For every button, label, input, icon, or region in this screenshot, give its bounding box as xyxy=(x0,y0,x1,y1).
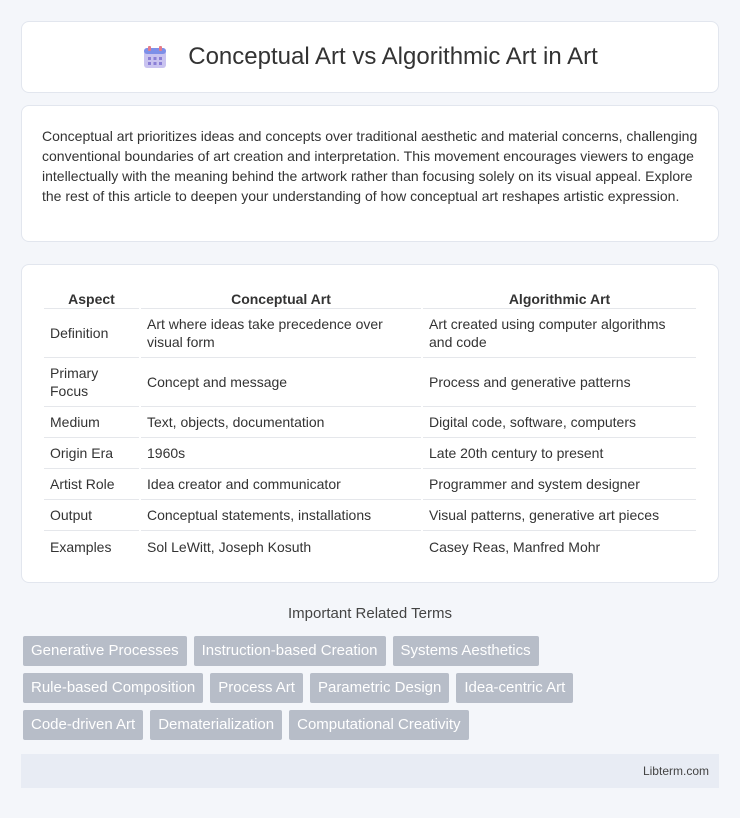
comparison-table xyxy=(42,285,698,562)
table-row xyxy=(44,469,696,500)
cell-aspect: Artist Role xyxy=(44,469,139,500)
tag-rule-based-composition[interactable]: Rule-based Composition xyxy=(23,673,203,703)
table-header-row xyxy=(44,285,696,309)
cell-algorithmic: Art created using computer algorithms and code xyxy=(423,309,696,358)
header-algorithmic-art: Algorithmic Art xyxy=(423,285,696,309)
comparison-card xyxy=(21,264,719,583)
cell-aspect: Output xyxy=(44,500,139,531)
table-row xyxy=(44,407,696,438)
page-title: Conceptual Art vs Algorithmic Art in Art xyxy=(188,43,598,70)
tag-row xyxy=(23,636,723,666)
tag-generative-processes[interactable]: Generative Processes xyxy=(23,636,187,666)
title-card xyxy=(21,21,719,93)
tag-computational-creativity[interactable]: Computational Creativity xyxy=(289,710,468,740)
cell-algorithmic: Casey Reas, Manfred Mohr xyxy=(429,538,601,555)
related-terms-title: Important Related Terms xyxy=(288,605,452,622)
tag-row xyxy=(23,710,723,740)
cell-algorithmic: Programmer and system designer xyxy=(423,469,696,500)
header-aspect: Aspect xyxy=(44,285,139,309)
table-row xyxy=(44,309,696,358)
cell-conceptual: Conceptual statements, installations xyxy=(141,500,421,531)
cell-conceptual: Sol LeWitt, Joseph Kosuth xyxy=(147,538,312,555)
cell-aspect: Medium xyxy=(44,407,139,438)
cell-aspect: Primary Focus xyxy=(44,358,139,407)
cell-conceptual: 1960s xyxy=(141,438,421,469)
cell-conceptual: Concept and message xyxy=(141,358,421,407)
cell-aspect: Origin Era xyxy=(44,438,139,469)
related-terms-tags xyxy=(23,636,723,747)
tag-systems-aesthetics[interactable]: Systems Aesthetics xyxy=(393,636,539,666)
table-row xyxy=(44,438,696,469)
cell-conceptual: Text, objects, documentation xyxy=(141,407,421,438)
calendar-icon xyxy=(142,44,168,70)
cell-algorithmic: Late 20th century to present xyxy=(423,438,696,469)
tag-instruction-based-creation[interactable]: Instruction-based Creation xyxy=(194,636,386,666)
footer-site-link[interactable]: Libterm.com xyxy=(642,764,709,778)
cell-algorithmic: Process and generative patterns xyxy=(423,358,696,407)
cell-algorithmic: Digital code, software, computers xyxy=(423,407,696,438)
cell-conceptual: Art where ideas take precedence over visual form xyxy=(141,309,421,358)
tag-process-art[interactable]: Process Art xyxy=(210,673,303,703)
intro-paragraph: Conceptual art prioritizes ideas and concepts over traditional aesthetic and material concerns, challenging conventional boundaries of art creation and interpretation. This movement encourages viewers to engage intellectually with the meaning behind the artwork rather than focusing solely on its visual appeal. Explore the rest of this article to deepen your understanding of how conceptual art reshapes artistic expression. xyxy=(42,128,698,204)
cell-aspect: Examples xyxy=(50,538,112,555)
table-row xyxy=(44,358,696,407)
table-row xyxy=(44,531,696,562)
tag-idea-centric-art[interactable]: Idea-centric Art xyxy=(456,673,573,703)
cell-conceptual: Idea creator and communicator xyxy=(141,469,421,500)
table-row xyxy=(44,500,696,531)
tag-parametric-design[interactable]: Parametric Design xyxy=(310,673,449,703)
cell-aspect: Definition xyxy=(44,309,139,358)
cell-algorithmic: Visual patterns, generative art pieces xyxy=(423,500,696,531)
header-conceptual-art: Conceptual Art xyxy=(141,285,421,309)
intro-card xyxy=(21,105,719,242)
footer xyxy=(21,754,719,788)
tag-code-driven-art[interactable]: Code-driven Art xyxy=(23,710,143,740)
tag-dematerialization[interactable]: Dematerialization xyxy=(150,710,282,740)
tag-row xyxy=(23,673,723,703)
